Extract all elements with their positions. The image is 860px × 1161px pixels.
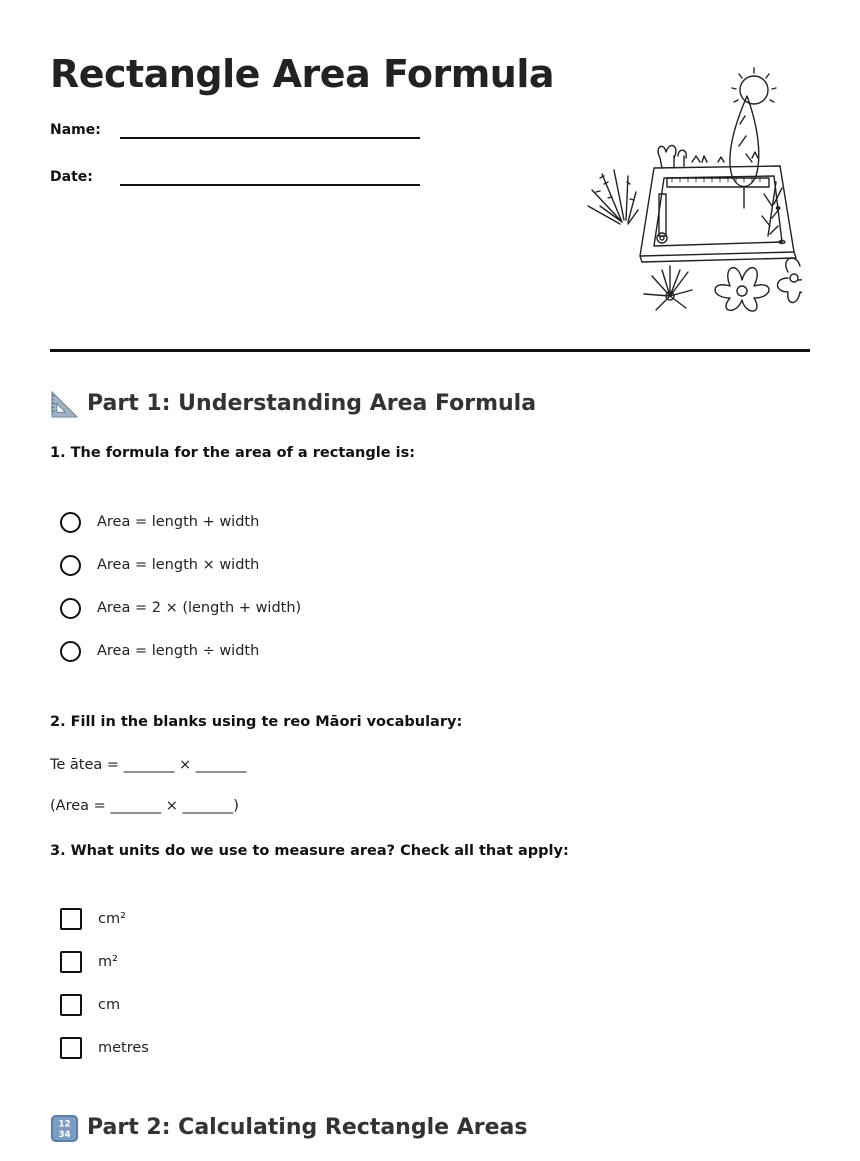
triangle-ruler-icon [50,390,79,419]
q3-option-3-label: cm [98,997,121,1013]
q3-option-1-label: cm² [98,911,126,927]
date-line[interactable] [120,184,420,186]
checkbox[interactable] [60,1037,82,1059]
question-1-prompt: 1. The formula for the area of a rectangle is: [50,445,416,461]
radio-button[interactable] [60,512,81,533]
part2-heading-text: Part 2: Calculating Rectangle Areas [87,1115,528,1140]
q1-option-4[interactable] [60,638,259,664]
q2-blank-line-2[interactable]: (Area = _______ × _______) [50,798,239,814]
checkbox[interactable] [60,951,82,973]
part1-heading [50,389,536,419]
question-3-prompt: 3. What units do we use to measure area? Check all that apply: [50,843,569,859]
q1-option-1[interactable] [60,509,259,535]
q1-option-3[interactable] [60,595,301,621]
page-title: Rectangle Area Formula [50,52,555,96]
radio-button[interactable] [60,641,81,662]
section-divider [50,349,810,352]
svg-text:12: 12 [58,1119,71,1130]
radio-button[interactable] [60,555,81,576]
q1-option-1-label: Area = length + width [97,514,260,530]
q3-option-2-label: m² [98,954,118,970]
q3-option-3[interactable] [60,992,120,1018]
garden-illustration-icon [542,66,802,314]
q3-option-4[interactable] [60,1035,149,1061]
name-line[interactable] [120,137,420,139]
svg-text:34: 34 [58,1129,71,1140]
q1-option-4-label: Area = length ÷ width [97,643,260,659]
worksheet-page [50,0,810,1161]
q3-option-2[interactable] [60,949,118,975]
checkbox[interactable] [60,908,82,930]
name-label: Name: [50,122,101,138]
radio-button[interactable] [60,598,81,619]
checkbox[interactable] [60,994,82,1016]
q1-option-3-label: Area = 2 × (length + width) [97,600,302,616]
part2-heading [50,1113,527,1143]
question-2-prompt: 2. Fill in the blanks using te reo Māori vocabulary: [50,714,463,730]
numbers-keycap-icon [50,1114,79,1143]
q2-blank-line-1[interactable]: Te ātea = _______ × _______ [50,757,247,773]
part1-heading-text: Part 1: Understanding Area Formula [87,391,537,416]
q1-option-2[interactable] [60,552,259,578]
date-label: Date: [50,169,93,185]
q3-option-1[interactable] [60,906,126,932]
q3-option-4-label: metres [98,1040,149,1056]
q1-option-2-label: Area = length × width [97,557,260,573]
